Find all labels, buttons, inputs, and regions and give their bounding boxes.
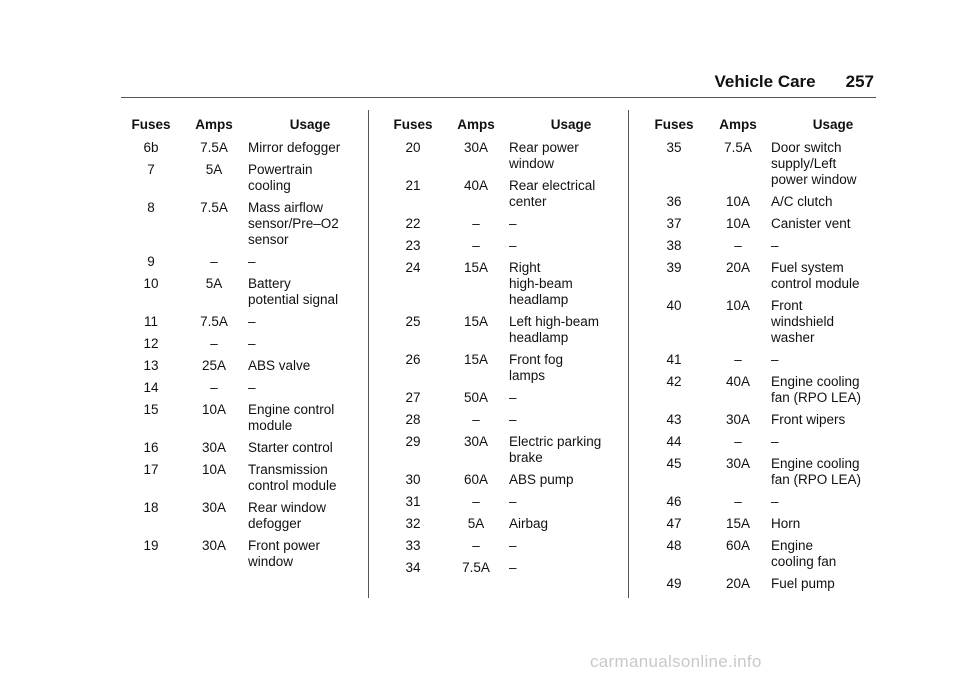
fuse-usage: – (771, 494, 779, 509)
table-row (383, 260, 633, 314)
fuse-usage: Rear power window (509, 140, 579, 171)
fuse-usage: – (509, 238, 517, 253)
fuse-amps: – (734, 434, 742, 449)
fuse-usage: Mass airflow sensor/Pre–O2 sensor (248, 200, 339, 247)
fuse-number: 29 (405, 434, 421, 449)
fuse-number: 36 (666, 194, 682, 209)
fuse-number: 7 (147, 162, 155, 177)
fuse-number: 11 (143, 314, 158, 329)
fuse-amps: 30A (463, 140, 489, 155)
fuse-usage: Horn (771, 516, 801, 531)
fuse-number: 39 (666, 260, 682, 275)
fuse-amps: 10A (725, 216, 751, 231)
table-row (643, 412, 895, 434)
table-row (383, 560, 633, 582)
fuse-amps: 5A (205, 162, 223, 177)
fuse-amps: 60A (463, 472, 489, 487)
header-fuses: Fuses (393, 117, 433, 132)
fuse-number: 32 (405, 516, 421, 531)
fuse-amps: 30A (201, 440, 227, 455)
header-usage: Usage (289, 117, 331, 132)
fuse-number: 21 (405, 178, 421, 193)
fuse-amps: 15A (463, 314, 489, 329)
fuse-amps: – (472, 412, 480, 427)
fuse-amps: – (210, 336, 218, 351)
fuse-usage: Rear electrical center (509, 178, 596, 209)
fuse-usage: Rear window defogger (248, 500, 327, 531)
fuse-amps: 30A (201, 538, 227, 553)
fuse-amps: 15A (463, 260, 489, 275)
fuse-usage: – (509, 412, 517, 427)
table-row (383, 472, 633, 494)
table-row (643, 238, 895, 260)
header-amps: Amps (457, 117, 495, 132)
fuse-number: 15 (143, 402, 159, 417)
table-row (643, 494, 895, 516)
table-row (122, 200, 372, 254)
fuse-usage: – (248, 254, 256, 269)
table-row (122, 162, 372, 200)
fuse-usage: Airbag (509, 516, 549, 531)
fuse-usage: – (248, 314, 256, 329)
fuse-number: 34 (405, 560, 421, 575)
fuse-usage: Transmission control module (248, 462, 337, 493)
fuse-number: 9 (147, 254, 155, 269)
fuse-amps: 50A (463, 390, 489, 405)
fuse-amps: 10A (201, 402, 227, 417)
table-row (383, 216, 633, 238)
table-row (643, 260, 895, 298)
table-row (122, 140, 372, 162)
fuse-amps: – (472, 538, 480, 553)
fuse-number: 35 (666, 140, 682, 155)
header-fuses: Fuses (131, 117, 171, 132)
table-row (643, 298, 895, 352)
fuse-usage: Fuel system control module (771, 260, 860, 291)
fuse-usage: Engine control module (248, 402, 335, 433)
table-row (643, 538, 895, 576)
header-amps: Amps (195, 117, 233, 132)
fuse-amps: – (734, 352, 742, 367)
table-row (122, 440, 372, 462)
fuse-usage: – (248, 380, 256, 395)
fuse-usage: Door switch supply/Left power window (771, 140, 857, 187)
fuse-table (122, 117, 372, 576)
fuse-number: 46 (666, 494, 682, 509)
fuse-usage: Engine cooling fan (RPO LEA) (771, 374, 862, 405)
fuse-amps: – (472, 494, 480, 509)
fuse-number: 10 (143, 276, 159, 291)
fuse-usage: Front power window (248, 538, 321, 569)
fuse-table-column-2 (383, 117, 633, 582)
table-row (643, 194, 895, 216)
fuse-usage: Left high-beam headlamp (509, 314, 600, 345)
fuse-amps: 30A (201, 500, 227, 515)
fuse-table-column-1 (122, 117, 372, 576)
table-row (643, 516, 895, 538)
fuse-usage: Canister vent (771, 216, 851, 231)
page-header (0, 72, 874, 92)
table-row (122, 500, 372, 538)
table-row (643, 140, 895, 194)
fuse-amps: 30A (725, 456, 751, 471)
table-row (383, 494, 633, 516)
fuse-amps: 30A (725, 412, 751, 427)
fuse-usage: Mirror defogger (248, 140, 341, 155)
fuse-amps: 15A (463, 352, 489, 367)
fuse-usage: – (771, 434, 779, 449)
fuse-number: 30 (405, 472, 421, 487)
table-row (643, 456, 895, 494)
header-usage: Usage (550, 117, 592, 132)
fuse-number: 43 (666, 412, 682, 427)
fuse-number: 23 (405, 238, 421, 253)
fuse-amps: – (472, 216, 480, 231)
fuse-number: 16 (143, 440, 159, 455)
fuse-amps: 10A (725, 194, 751, 209)
fuse-number: 24 (405, 260, 421, 275)
fuse-usage: A/C clutch (771, 194, 833, 209)
fuse-number: 17 (143, 462, 159, 477)
fuse-amps: 10A (201, 462, 227, 477)
table-row (122, 314, 372, 336)
table-row (643, 352, 895, 374)
fuse-number: 31 (405, 494, 421, 509)
fuse-amps: 7.5A (200, 200, 228, 215)
fuse-amps: 7.5A (462, 560, 490, 575)
fuse-usage: Engine cooling fan (771, 538, 837, 569)
table-row (122, 358, 372, 380)
fuse-usage: Engine cooling fan (RPO LEA) (771, 456, 862, 487)
fuse-number: 42 (666, 374, 682, 389)
table-row (383, 412, 633, 434)
fuse-number: 40 (666, 298, 682, 313)
fuse-usage: – (771, 352, 779, 367)
table-row (383, 314, 633, 352)
table-row (383, 434, 633, 472)
fuse-amps: – (734, 238, 742, 253)
fuse-table (643, 117, 895, 598)
fuse-amps: 40A (463, 178, 489, 193)
table-row (122, 276, 372, 314)
fuse-usage: Battery potential signal (248, 276, 339, 307)
table-row (643, 374, 895, 412)
fuse-number: 38 (666, 238, 682, 253)
fuse-usage: – (771, 238, 779, 253)
fuse-number: 28 (405, 412, 421, 427)
section-title: Vehicle Care (714, 72, 816, 91)
fuse-number: 14 (143, 380, 159, 395)
header-rule (121, 97, 876, 98)
table-row (383, 538, 633, 560)
fuse-number: 44 (666, 434, 682, 449)
table-row (643, 216, 895, 238)
fuse-number: 18 (143, 500, 159, 515)
fuse-amps: 5A (205, 276, 223, 291)
fuse-amps: – (210, 380, 218, 395)
fuse-number: 41 (666, 352, 682, 367)
fuse-usage: Front fog lamps (509, 352, 564, 383)
fuse-usage: – (509, 538, 517, 553)
table-row (122, 254, 372, 276)
table-row (383, 238, 633, 260)
table-row (122, 402, 372, 440)
fuse-table-column-3 (643, 117, 895, 598)
table-row (643, 434, 895, 456)
fuse-number: 8 (147, 200, 155, 215)
fuse-number: 27 (405, 390, 421, 405)
fuse-amps: 25A (201, 358, 227, 373)
fuse-number: 37 (666, 216, 682, 231)
fuse-usage: Electric parking brake (509, 434, 602, 465)
fuse-usage: – (509, 390, 517, 405)
fuse-table (383, 117, 633, 582)
fuse-number: 20 (405, 140, 421, 155)
fuse-usage: – (509, 560, 517, 575)
fuse-usage: ABS valve (248, 358, 311, 373)
fuse-usage: – (248, 336, 256, 351)
table-row (122, 462, 372, 500)
page-number: 257 (845, 72, 874, 91)
fuse-number: 13 (143, 358, 159, 373)
fuse-usage: Fuel pump (771, 576, 835, 591)
table-row (383, 140, 633, 178)
table-row (383, 390, 633, 412)
fuse-usage: Starter control (248, 440, 333, 455)
table-row (383, 178, 633, 216)
fuse-usage: – (509, 216, 517, 231)
fuse-usage: Right high-beam headlamp (509, 260, 573, 307)
fuse-number: 26 (405, 352, 421, 367)
fuse-amps: 5A (467, 516, 485, 531)
fuse-amps: – (210, 254, 218, 269)
fuse-amps: 60A (725, 538, 751, 553)
fuse-number: 45 (666, 456, 682, 471)
fuse-usage: – (509, 494, 517, 509)
fuse-amps: 20A (725, 576, 751, 591)
header-usage: Usage (812, 117, 854, 132)
header-amps: Amps (719, 117, 757, 132)
table-row (122, 380, 372, 402)
fuse-number: 48 (666, 538, 682, 553)
fuse-amps: – (472, 238, 480, 253)
fuse-amps: – (734, 494, 742, 509)
fuse-usage: Front wipers (771, 412, 846, 427)
fuse-number: 33 (405, 538, 421, 553)
fuse-amps: 7.5A (724, 140, 752, 155)
table-row (383, 352, 633, 390)
header-fuses: Fuses (654, 117, 694, 132)
fuse-number: 12 (143, 336, 159, 351)
fuse-number: 6b (143, 140, 159, 155)
fuse-amps: 30A (463, 434, 489, 449)
fuse-amps: 40A (725, 374, 751, 389)
fuse-usage: Powertrain cooling (248, 162, 313, 193)
table-row (122, 538, 372, 576)
fuse-number: 19 (143, 538, 159, 553)
fuse-amps: 10A (725, 298, 751, 313)
fuse-amps: 7.5A (200, 140, 228, 155)
fuse-number: 22 (405, 216, 421, 231)
fuse-amps: 7.5A (200, 314, 228, 329)
table-row (643, 576, 895, 598)
fuse-amps: 15A (725, 516, 751, 531)
watermark: carmanualsonline.info (590, 652, 762, 671)
fuse-number: 25 (405, 314, 421, 329)
fuse-number: 49 (666, 576, 682, 591)
fuse-usage: ABS pump (509, 472, 574, 487)
table-row (383, 516, 633, 538)
fuse-amps: 20A (725, 260, 751, 275)
table-row (122, 336, 372, 358)
fuse-usage: Front windshield washer (771, 298, 835, 345)
fuse-number: 47 (666, 516, 682, 531)
